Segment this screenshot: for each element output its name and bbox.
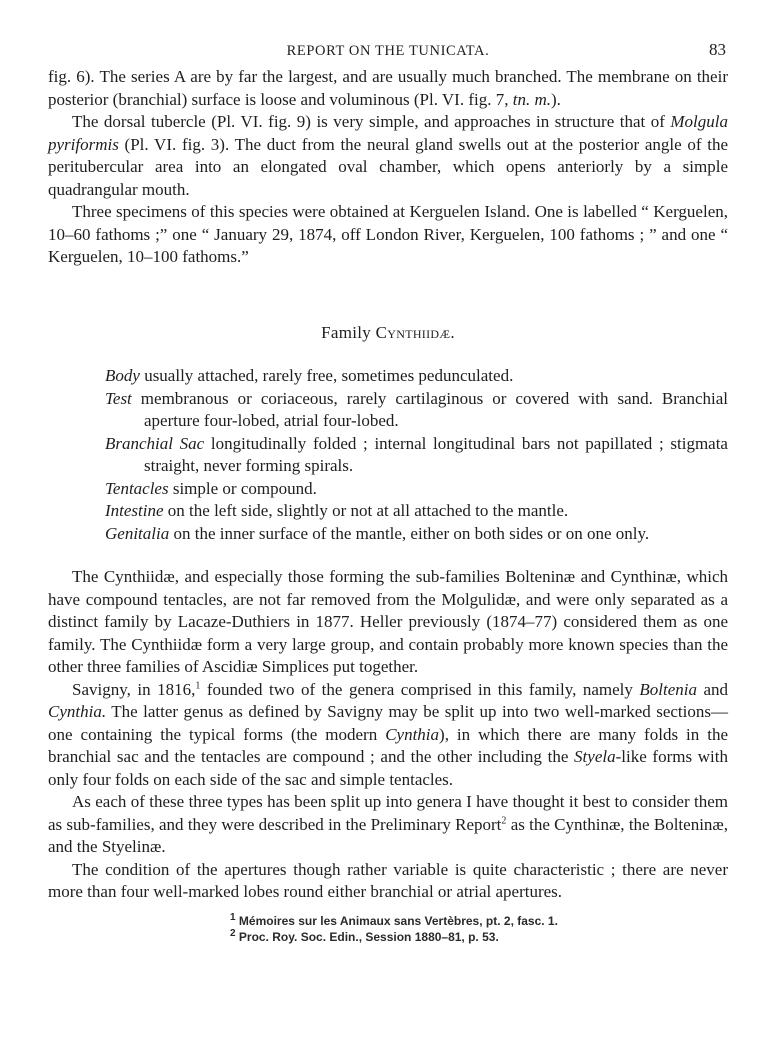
- text-run: and: [696, 679, 729, 699]
- character-text: membranous or coriaceous, rarely cartilaginous or covered with sand. Branchial aperture four-lobed, atrial four-lobed.: [131, 388, 728, 430]
- body-paragraph-2: [48, 679, 728, 792]
- character-term: Body: [105, 366, 140, 385]
- character-term: Genitalia: [105, 523, 170, 543]
- character-text: on the left side, slightly or not at all attached to the mantle.: [163, 501, 569, 520]
- italic-run: Cynthia: [385, 724, 440, 744]
- body-paragraph-3: [48, 791, 728, 859]
- text-run: (Pl. VI. fig. 3). The duct from the neural gland swells out at the posterior angle of the peritubercular area into an elongated oval chamber, which opens anteriorly by a simple quadrangular mouth.: [48, 134, 728, 199]
- page-number: 83: [709, 40, 726, 59]
- character-text: longitudinally folded ; internal longitudinal bars not papillated ; stigmata straight, never forming spirals.: [144, 433, 728, 475]
- footnote-text: Mémoires sur les Animaux sans Vertèbres, pt. 2, fasc. 1.: [235, 913, 558, 928]
- section-heading: [48, 322, 728, 345]
- footnotes: [230, 913, 728, 945]
- body-paragraph-1: The Cynthiidæ, and especially those forming the sub-families Bolteninæ and Cynthinæ, which have compound tentacles, are not far removed from the Molgulidæ, and were only separated as a distinct family by Lacaze-Duthiers in 1877. Heller previously (1874–77) considered them as one family. The Cynthiidæ form a very large group, and contain probably more known species than the other three families of Ascidiæ Simplices put together.: [48, 567, 728, 676]
- text-run: The latter genus as defined by Savigny may be split up into two well-marked sections—one containing the typical forms (the modern: [48, 702, 728, 744]
- character-genitalia: [105, 523, 728, 546]
- text-run: founded two of the genera comprised in this family, namely: [200, 679, 640, 699]
- intro-paragraph-3: Three specimens of this species were obtained at Kerguelen Island. One is labelled “ Kerguelen, 10–60 fathoms ;” one “ January 29, 1874, off London River, Kerguelen, 100 fathoms ; ” and one “ Kerguelen, 10–100 fathoms.”: [48, 202, 728, 266]
- text-run: fig. 6). The series A are by far the largest, and are usually much branched. The membrane on their posterior (branchial) surface is loose and voluminous (Pl. VI. fig. 7,: [48, 67, 728, 109]
- heading-prefix: Family: [321, 322, 376, 342]
- text-run: as the Cynthinæ, the Bolteninæ, and the Styelinæ.: [48, 814, 729, 856]
- footnote-ref-1: 1: [195, 679, 201, 691]
- character-tentacles: [105, 478, 728, 501]
- character-term: Test: [105, 388, 132, 408]
- family-characters: [105, 365, 728, 545]
- text-run: ).: [550, 89, 561, 109]
- text-run: Savigny, in 1816,: [72, 679, 196, 699]
- text-run: As each of these three types has been split up into genera I have thought it best to consider them as sub-families, and they were described in the Preliminary Report: [48, 792, 728, 834]
- running-header: [48, 40, 728, 66]
- character-body: [105, 365, 728, 388]
- footnote-ref-2: 2: [501, 814, 507, 826]
- footnote-mark: 2: [230, 927, 236, 939]
- running-title: REPORT ON THE TUNICATA.: [286, 43, 490, 59]
- italic-run: Cynthia.: [48, 702, 107, 721]
- italic-run: Molgula pyriformis: [48, 112, 728, 154]
- italic-run: tn. m.: [512, 89, 551, 109]
- family-name: Cynthiidæ.: [375, 322, 455, 342]
- character-test: [105, 388, 728, 433]
- text-run: ), in which there are many folds in the branchial sac and the tentacles are compound ; and the other including the: [48, 724, 728, 766]
- text-run: The dorsal tubercle (Pl. VI. fig. 9) is very simple, and approaches in structure that of: [72, 112, 671, 131]
- character-intestine: [105, 500, 728, 523]
- footnote-1: [230, 913, 728, 929]
- italic-run: Boltenia: [639, 679, 697, 699]
- character-term: Tentacles: [105, 478, 169, 498]
- text-run: -like forms with only four folds on each side of the sac and simple tentacles.: [48, 747, 728, 789]
- footnote-text: Proc. Roy. Soc. Edin., Session 1880–81, p. 53.: [235, 929, 499, 944]
- intro-paragraph-2: [48, 111, 728, 201]
- character-text: simple or compound.: [168, 478, 317, 498]
- italic-run: Styela: [574, 747, 616, 766]
- character-term: Branchial Sac: [105, 433, 205, 453]
- character-text: on the inner surface of the mantle, either on both sides or on one only.: [169, 523, 650, 543]
- character-term: Intestine: [105, 501, 164, 520]
- footnote-mark: 1: [230, 911, 236, 923]
- character-branchial-sac: [105, 433, 728, 478]
- footnote-2: [230, 929, 728, 945]
- document-page: [48, 40, 728, 945]
- intro-paragraph-1: [48, 66, 728, 111]
- character-text: usually attached, rarely free, sometimes pedunculated.: [139, 366, 514, 385]
- body-paragraph-4: The condition of the apertures though rather variable is quite characteristic ; there are never more than four well-marked lobes round either branchial or atrial apertures.: [48, 859, 728, 901]
